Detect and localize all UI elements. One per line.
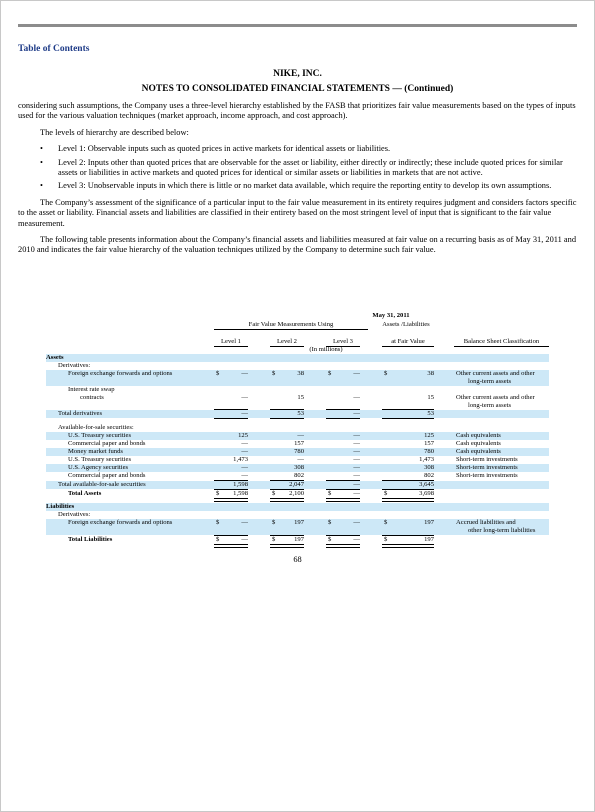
- currency-symbol: $: [328, 536, 332, 543]
- cell-value: —: [353, 456, 360, 463]
- table-row: [46, 362, 549, 370]
- table-row: [46, 490, 549, 498]
- page-number: 68: [293, 555, 302, 564]
- cell-value: 2,100: [289, 490, 304, 497]
- currency-symbol: $: [272, 519, 276, 526]
- table-row: [46, 448, 549, 456]
- row-label: Total derivatives: [58, 410, 103, 417]
- cell-value: 1,473: [233, 456, 248, 463]
- table-row: [46, 503, 549, 511]
- cell-value: —: [297, 456, 304, 463]
- classification: Cash equivalents: [456, 440, 501, 447]
- table-row: [46, 456, 549, 464]
- cell-value: —: [241, 536, 248, 543]
- cell-value: 1,598: [233, 481, 248, 488]
- hierarchy-list: [18, 144, 577, 192]
- paragraph: considering such assumptions, the Company uses a three-level hierarchy established by the FASB that prioritizes fair value measurements based on the types of inputs used for the various valuation techniques (market approach, income approach, and cost approach).: [18, 101, 576, 121]
- cell-value: —: [241, 464, 248, 471]
- cell-value: 197: [424, 519, 434, 526]
- currency-symbol: $: [328, 370, 332, 377]
- classification: Cash equivalents: [456, 448, 501, 455]
- cell-value: —: [241, 448, 248, 455]
- double-rule: [326, 544, 360, 548]
- currency-symbol: $: [384, 370, 388, 377]
- units-label: (In millions): [309, 346, 343, 353]
- currency-symbol: $: [216, 490, 220, 497]
- cell-value: 308: [424, 464, 434, 471]
- cell-value: 197: [294, 536, 304, 543]
- table-row: [46, 472, 549, 480]
- cell-value: —: [353, 370, 360, 377]
- cell-value: —: [353, 536, 360, 543]
- top-rule: [18, 24, 577, 27]
- table-date-header: May 31, 2011: [372, 312, 410, 319]
- double-rule: [382, 498, 434, 502]
- currency-symbol: $: [216, 370, 220, 377]
- row-label: Available-for-sale securities:: [58, 424, 134, 431]
- classification: Other current assets and other: [456, 370, 535, 377]
- table-row: [46, 481, 549, 489]
- assets-liabilities-header: Assets /Liabilities: [382, 321, 430, 328]
- col-classification-header: Balance Sheet Classification: [463, 338, 540, 345]
- double-rule: [270, 498, 304, 502]
- list-item: • Level 1: Observable inputs such as quoted prices in active markets for identical assets or liabilities.: [18, 144, 577, 154]
- row-label: Foreign exchange forwards and options: [68, 370, 173, 377]
- currency-symbol: $: [272, 536, 276, 543]
- currency-symbol: $: [272, 490, 276, 497]
- cell-value: 197: [424, 536, 434, 543]
- currency-symbol: $: [328, 519, 332, 526]
- cell-value: —: [353, 410, 360, 417]
- cell-value: —: [353, 394, 360, 401]
- currency-symbol: $: [384, 519, 388, 526]
- cell-value: —: [241, 519, 248, 526]
- cell-value: 157: [424, 440, 434, 447]
- double-rule: [214, 544, 248, 548]
- divider: [326, 418, 360, 419]
- double-rule: [214, 498, 248, 502]
- cell-value: 780: [424, 448, 434, 455]
- table-row: [46, 527, 549, 535]
- classification: Short-term investments: [456, 456, 518, 463]
- table-of-contents-link[interactable]: Table of Contents: [18, 44, 90, 54]
- divider: [382, 418, 434, 419]
- double-rule: [270, 544, 304, 548]
- cell-value: 53: [297, 410, 304, 417]
- currency-symbol: $: [384, 536, 388, 543]
- cell-value: —: [241, 394, 248, 401]
- cell-value: —: [241, 410, 248, 417]
- cell-value: —: [353, 432, 360, 439]
- row-label: Total Liabilities: [68, 536, 113, 543]
- cell-value: 38: [427, 370, 434, 377]
- cell-value: —: [241, 472, 248, 479]
- cell-value: 157: [294, 440, 304, 447]
- section-title: NOTES TO CONSOLIDATED FINANCIAL STATEMENTS — (Continued): [141, 84, 454, 94]
- table-row: [46, 519, 549, 527]
- table-row: [46, 424, 549, 432]
- cell-value: —: [353, 440, 360, 447]
- cell-value: 53: [427, 410, 434, 417]
- double-rule: [326, 498, 360, 502]
- row-label: Derivatives:: [58, 511, 91, 518]
- cell-value: —: [353, 448, 360, 455]
- section-label: Liabilities: [46, 503, 75, 510]
- cell-value: 2,047: [289, 481, 304, 488]
- table-row: [46, 536, 549, 544]
- cell-value: 197: [294, 519, 304, 526]
- cell-value: —: [353, 481, 360, 488]
- cell-value: 780: [294, 448, 304, 455]
- section-label: Assets: [46, 354, 64, 361]
- row-label: Commercial paper and bonds: [68, 472, 146, 479]
- cell-value: 3,645: [419, 481, 434, 488]
- paragraph: The following table presents information about the Company’s financial assets and liabilities measured at fair value on a recurring basis as of May 31, 2011 and 2010 and indicates the fair value hierarchy of the valuation techniques utilized by the Company to determine such fair value.: [18, 235, 577, 255]
- currency-symbol: $: [272, 370, 276, 377]
- row-label: Total available-for-sale securities: [58, 481, 146, 488]
- currency-symbol: $: [216, 519, 220, 526]
- currency-symbol: $: [328, 490, 332, 497]
- row-label: U.S. Treasury securities: [68, 432, 132, 439]
- cell-value: 1,598: [233, 490, 248, 497]
- cell-value: 1,473: [419, 456, 434, 463]
- body-text: [18, 101, 577, 262]
- col-level3-header: Level 3: [333, 338, 353, 345]
- classification: Cash equivalents: [456, 432, 501, 439]
- divider: [214, 329, 368, 330]
- col-level2-header: Level 2: [277, 338, 297, 345]
- paragraph: The Company’s assessment of the significance of a particular input to the fair value measurement in its entirety requires judgment and considers factors specific to the asset or liability. Financial assets and liabilities are classified in their entirety based on the most stringent level of input that is significant to the fair value measurement.: [18, 197, 577, 228]
- cell-value: —: [353, 464, 360, 471]
- classification: Short-term investments: [456, 472, 518, 479]
- cell-value: —: [297, 432, 304, 439]
- cell-value: 15: [297, 394, 304, 401]
- divider: [382, 346, 434, 347]
- table-row: [46, 394, 549, 402]
- table-row: [46, 511, 549, 519]
- row-label: contracts: [80, 394, 104, 401]
- cell-value: —: [353, 490, 360, 497]
- row-label: U.S. Treasury securities: [68, 456, 132, 463]
- table-row: [46, 410, 549, 418]
- row-label: U.S. Agency securities: [68, 464, 129, 471]
- table-row: [46, 440, 549, 448]
- table-row: [46, 464, 549, 472]
- table-row: [46, 354, 549, 362]
- row-label: Money market funds: [68, 448, 123, 455]
- col-level1-header: Level 1: [221, 338, 241, 345]
- classification: long-term assets: [468, 378, 512, 385]
- table-row: [46, 378, 549, 386]
- currency-symbol: $: [384, 490, 388, 497]
- list-item: • Level 2: Inputs other than quoted prices that are observable for the asset or liability, either directly or indirectly; these include quoted prices for similar assets or liabilities in active markets and quoted prices for identical or similar assets or liabilities in markets that are not active.: [18, 158, 577, 179]
- row-label: Foreign exchange forwards and options: [68, 519, 173, 526]
- currency-symbol: $: [216, 536, 220, 543]
- classification: Accrued liabilities and: [456, 519, 516, 526]
- row-label: Derivatives:: [58, 362, 91, 369]
- table-row: [46, 370, 549, 378]
- classification: long-term assets: [468, 402, 512, 409]
- row-label: Total Assets: [68, 490, 102, 497]
- divider: [214, 346, 248, 347]
- double-rule: [382, 544, 434, 548]
- company-name: NIKE, INC.: [273, 69, 322, 79]
- row-label: Interest rate swap: [68, 386, 115, 393]
- table-row: [46, 386, 549, 394]
- cell-value: —: [241, 440, 248, 447]
- cell-value: 308: [294, 464, 304, 471]
- cell-value: —: [353, 472, 360, 479]
- classification: Other current assets and other: [456, 394, 535, 401]
- cell-value: 802: [294, 472, 304, 479]
- cell-value: —: [241, 370, 248, 377]
- table-row: [46, 432, 549, 440]
- cell-value: 802: [424, 472, 434, 479]
- row-label: Commercial paper and bonds: [68, 440, 146, 447]
- cell-value: 3,698: [419, 490, 434, 497]
- divider: [214, 418, 248, 419]
- divider: [454, 346, 549, 347]
- group-header: Fair Value Measurements Using: [248, 321, 334, 328]
- cell-value: 125: [238, 432, 248, 439]
- list-item: • Level 3: Unobservable inputs in which there is little or no market data available, which require the reporting entity to develop its own assumptions.: [18, 181, 577, 191]
- cell-value: —: [353, 519, 360, 526]
- cell-value: 15: [427, 394, 434, 401]
- divider: [270, 418, 304, 419]
- cell-value: 125: [424, 432, 434, 439]
- cell-value: 38: [297, 370, 304, 377]
- paragraph: The levels of hierarchy are described below:: [40, 127, 189, 137]
- classification: Short-term investments: [456, 464, 518, 471]
- col-fair-value-header: at Fair Value: [391, 338, 425, 345]
- classification: other long-term liabilities: [468, 527, 536, 534]
